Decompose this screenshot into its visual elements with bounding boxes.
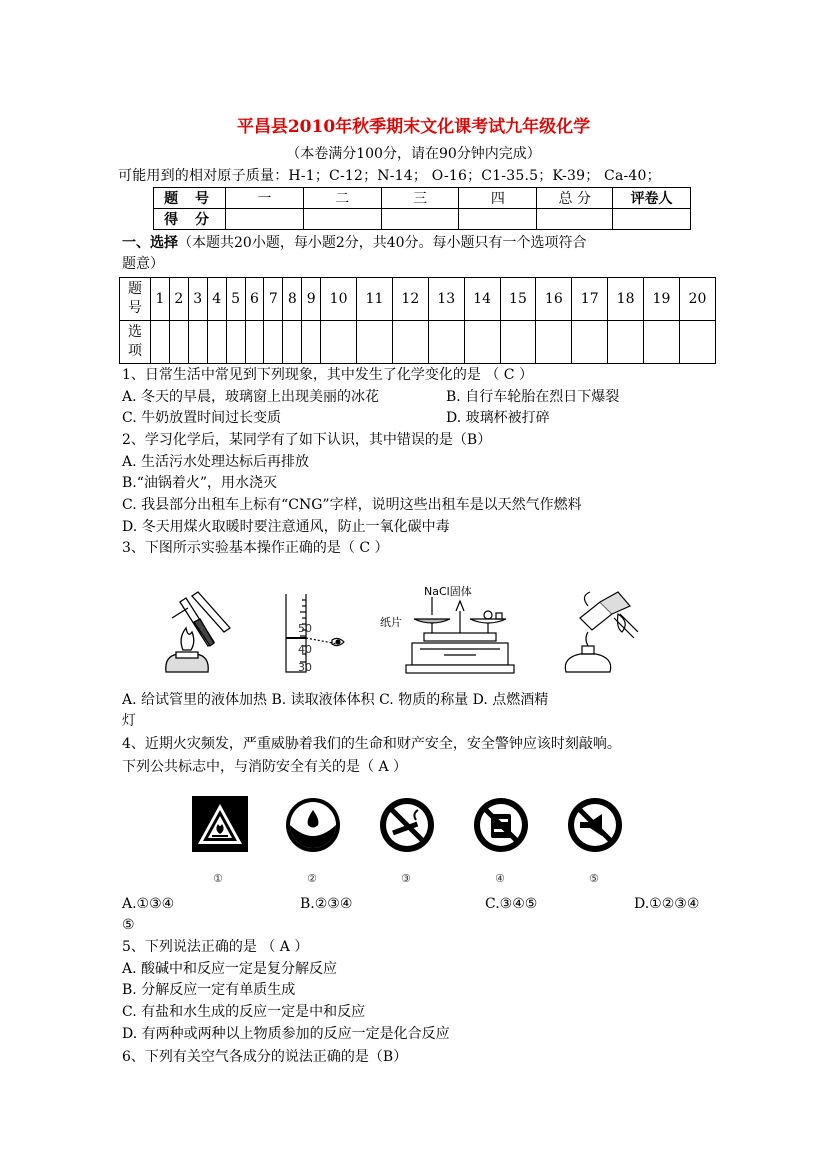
q3-options-wrap: 灯	[122, 713, 136, 729]
sign-label: ②	[307, 872, 317, 885]
q2-option-c: C. 我县部分出租车上标有“CNG”字样，说明这些出租车是以天然气作燃料	[122, 497, 582, 513]
answer-choice-cell[interactable]	[500, 321, 536, 364]
answer-number-cell: 9	[302, 278, 321, 321]
score-header-cell: 四	[459, 188, 537, 209]
q6-stem: 6、下列有关空气各成分的说法正确的是（B）	[122, 1049, 408, 1065]
answer-number-cell: 1	[151, 278, 170, 321]
answer-choice-cell[interactable]	[608, 321, 644, 364]
score-header-cell: 三	[381, 188, 459, 209]
answer-choice-cell[interactable]	[428, 321, 464, 364]
q4-option-c: C.③④⑤	[485, 896, 538, 912]
answer-number-cell: 6	[245, 278, 264, 321]
cylinder-tick-label: 50	[298, 622, 312, 635]
answer-choice-cell[interactable]	[644, 321, 680, 364]
answer-number-cell: 11	[357, 278, 393, 321]
cylinder-tick-label: 30	[298, 661, 312, 674]
no-honking-sign-icon	[566, 796, 624, 854]
score-table	[153, 187, 691, 230]
answer-choice-cell[interactable]	[392, 321, 428, 364]
q1-option-a: A. 冬天的早晨，玻璃窗上出现美丽的冰花	[122, 389, 380, 405]
answer-number-cell: 2	[169, 278, 188, 321]
answer-choice-cell[interactable]	[169, 321, 188, 364]
q1-stem: 1、日常生活中常见到下列现象，其中发生了化学变化的是 （ C ）	[122, 367, 533, 383]
section1-description: （本题共20小题，每小题2分，共40分。每小题只有一个选项符合	[178, 235, 587, 251]
score-header-cell: 一	[226, 188, 304, 209]
q2-option-b: B.“油锅着火”，用水浇灭	[122, 475, 278, 491]
score-table-score-row	[154, 209, 691, 230]
nacl-label: NaCl固体	[424, 585, 472, 598]
section1-heading: 一、选择	[122, 235, 178, 251]
answer-number-cell: 15	[500, 278, 536, 321]
q1-option-b: B. 自行车轮胎在烈日下爆裂	[446, 389, 620, 405]
q4-option-d: D.①②③④	[634, 896, 700, 912]
exam-subtitle: （本卷满分100分，请在90分钟内完成）	[286, 146, 541, 162]
flammable-warning-sign-icon	[192, 796, 248, 852]
score-row-label: 得 分	[154, 209, 226, 230]
exam-title: 平昌县2010年秋季期末文化课考试九年级化学	[236, 117, 591, 137]
answer-choice-cell[interactable]	[264, 321, 283, 364]
q4-stem-line2: 下列公共标志中，与消防安全有关的是（ A ）	[122, 759, 408, 775]
score-cell[interactable]	[381, 209, 459, 230]
q4-option-a: A.①③④	[122, 896, 175, 912]
alcohol-lamp-figure	[560, 588, 640, 680]
q2-stem: 2、学习化学后，某同学有了如下认识，其中错误的是（B）	[122, 432, 492, 448]
score-cell[interactable]	[226, 209, 304, 230]
balance-figure	[404, 597, 516, 677]
section1-description-wrap: 题意）	[122, 256, 164, 272]
answer-choice-cell[interactable]	[188, 321, 207, 364]
answer-row-label	[120, 278, 151, 321]
answer-number-cell: 10	[321, 278, 357, 321]
answer-number-cell: 19	[644, 278, 680, 321]
section1-heading-line	[122, 233, 587, 253]
answer-row-label	[120, 321, 151, 364]
q5-option-b: B. 分解反应一定有单质生成	[122, 982, 296, 998]
score-header-cell: 二	[303, 188, 381, 209]
cylinder-tick-label: 40	[298, 643, 312, 656]
score-cell[interactable]	[537, 209, 613, 230]
answer-number-cell: 8	[283, 278, 302, 321]
answer-row-label-line: 号	[128, 300, 142, 316]
q5-option-d: D. 有两种或两种以上物质参加的反应一定是化合反应	[122, 1026, 450, 1042]
answer-choice-cell[interactable]	[283, 321, 302, 364]
answer-choice-cell[interactable]	[536, 321, 572, 364]
paper-label: 纸片	[380, 616, 402, 629]
q1-option-c: C. 牛奶放置时间过长变质	[122, 410, 282, 426]
sign-label: ③	[401, 872, 411, 885]
atomic-mass-line: 可能用到的相对原子质量：H-1；C-12；N-14； O-16；C1-35.5；K-39； Ca-40；	[118, 168, 661, 184]
answer-row-label-line: 选	[128, 324, 142, 340]
graduated-cylinder-figure	[272, 592, 352, 674]
score-header-cell: 题 号	[154, 188, 226, 209]
answer-choice-cell[interactable]	[572, 321, 608, 364]
q4-option-d-wrap: ⑤	[122, 917, 135, 933]
answer-choice-cell[interactable]	[357, 321, 393, 364]
test-tube-heating-figure	[158, 588, 232, 678]
answer-number-cell: 14	[464, 278, 500, 321]
answer-number-cell: 18	[608, 278, 644, 321]
answer-number-cell: 13	[428, 278, 464, 321]
q3-stem: 3、下图所示实验基本操作正确的是（ C ）	[122, 540, 389, 556]
answer-row-label-line: 项	[128, 343, 142, 359]
answer-choice-cell[interactable]	[464, 321, 500, 364]
q2-option-d: D. 冬天用煤火取暖时要注意通风，防止一氧化碳中毒	[122, 519, 450, 535]
answer-number-cell: 12	[392, 278, 428, 321]
score-header-cell: 评卷人	[613, 188, 691, 209]
no-flammables-sign-icon	[472, 796, 530, 854]
answer-number-cell: 20	[679, 278, 715, 321]
answer-row-label-line: 题	[128, 281, 142, 297]
answer-number-cell: 5	[226, 278, 245, 321]
answer-number-cell: 17	[572, 278, 608, 321]
q4-option-b: B.②③④	[300, 896, 353, 912]
sign-label: ④	[495, 872, 505, 885]
score-header-cell: 总 分	[537, 188, 613, 209]
q1-option-d: D. 玻璃杯被打碎	[446, 410, 550, 426]
score-table-header-row	[154, 188, 691, 209]
answer-number-cell: 3	[188, 278, 207, 321]
answer-choice-cell[interactable]	[679, 321, 715, 364]
q4-stem: 4、近期火灾频发，严重威胁着我们的生命和财产安全，安全警钟应该时刻敲响。	[122, 736, 621, 752]
score-cell[interactable]	[459, 209, 537, 230]
q3-options: A. 给试管里的液体加热 B. 读取液体体积 C. 物质的称量 D. 点燃酒精	[122, 692, 549, 708]
q5-stem: 5、下列说法正确的是 （ A ）	[122, 939, 309, 955]
answer-number-cell: 4	[207, 278, 226, 321]
answer-choice-cell[interactable]	[151, 321, 170, 364]
q2-option-a: A. 生活污水处理达标后再排放	[122, 454, 310, 470]
answer-table-choice-row	[120, 321, 716, 364]
water-saving-sign-icon	[284, 796, 342, 854]
answer-choice-cell[interactable]	[321, 321, 357, 364]
answer-table	[119, 277, 716, 364]
score-cell[interactable]	[303, 209, 381, 230]
answer-table-number-row	[120, 278, 716, 321]
answer-number-cell: 16	[536, 278, 572, 321]
no-smoking-sign-icon	[378, 796, 436, 854]
answer-choice-cell[interactable]	[207, 321, 226, 364]
answer-choice-cell[interactable]	[302, 321, 321, 364]
answer-choice-cell[interactable]	[226, 321, 245, 364]
answer-choice-cell[interactable]	[245, 321, 264, 364]
sign-label: ①	[213, 872, 223, 885]
q5-option-a: A. 酸碱中和反应一定是复分解反应	[122, 961, 338, 977]
q5-option-c: C. 有盐和水生成的反应一定是中和反应	[122, 1004, 366, 1020]
answer-number-cell: 7	[264, 278, 283, 321]
sign-label: ⑤	[589, 872, 599, 885]
score-cell[interactable]	[613, 209, 691, 230]
